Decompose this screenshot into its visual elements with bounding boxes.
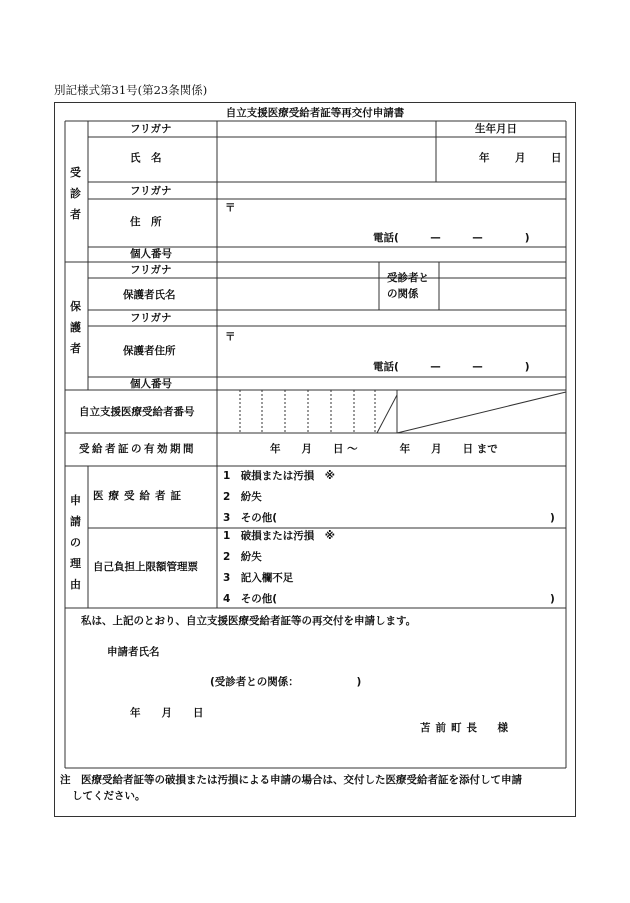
birth-date-label: 生年月日 bbox=[475, 123, 517, 135]
birth-year: 年 bbox=[479, 152, 490, 164]
reason-ledger-item-4: 4 その他( bbox=[223, 593, 278, 605]
validity-period-value: 年 月 日 〜 年 月 日 まで bbox=[270, 443, 498, 455]
birth-month: 月 bbox=[515, 152, 526, 164]
application-date-line: 年 月 日 bbox=[130, 707, 204, 719]
certificate-number-label: 自立支援医療受給者番号 bbox=[79, 406, 195, 418]
section-label-guardian-text: 保護者 bbox=[70, 300, 81, 355]
guardian-postal-mark: 〒 bbox=[225, 331, 236, 343]
reason-cert-item-2: 2 紛失 bbox=[223, 491, 262, 503]
addressee: 苫前町長 様 bbox=[420, 722, 513, 734]
reason-cert-close-paren: ) bbox=[550, 512, 555, 524]
reason-ledger-item-2: 2 紛失 bbox=[223, 551, 262, 563]
reason-ledger-label: 自己負担上限額管理票 bbox=[93, 561, 198, 573]
section-label-guardian bbox=[70, 297, 84, 360]
guardian-phone: 電話( — — ) bbox=[373, 361, 530, 373]
footnote-line-1: 注 医療受給者証等の破損または汚損による申請の場合は、交付した医療受給者証を添付して申請 bbox=[60, 774, 522, 786]
guardian-id-label: 個人番号 bbox=[130, 378, 172, 390]
recipient-id-label: 個人番号 bbox=[130, 248, 172, 260]
section-label-recipient bbox=[70, 163, 84, 226]
reason-ledger-item-3: 3 記入欄不足 bbox=[223, 572, 294, 584]
form-frame bbox=[54, 102, 576, 817]
section-label-reason bbox=[70, 491, 84, 595]
applicant-relation-line: (受診者との関係： ) bbox=[210, 676, 362, 688]
guardian-address-label: 保護者住所 bbox=[123, 345, 176, 357]
guardian-relation-label-1: 受診者と bbox=[387, 272, 429, 284]
recipient-address-label: 住 所 bbox=[130, 216, 162, 228]
reason-ledger-item-1: 1 破損または汚損 ※ bbox=[223, 530, 336, 542]
form-number: 別記様式第31号(第23条関係) bbox=[54, 83, 208, 97]
form-title: 自立支援医療受給者証等再交付申請書 bbox=[225, 107, 405, 119]
section-label-recipient-text: 受診者 bbox=[70, 166, 81, 221]
declaration-statement: 私は、上記のとおり、自立支援医療受給者証等の再交付を申請します。 bbox=[81, 615, 417, 627]
guardian-furigana-label: フリガナ bbox=[130, 264, 172, 276]
guardian-name-label: 保護者氏名 bbox=[123, 289, 176, 301]
section-label-reason-text: 申請の理由 bbox=[70, 494, 81, 591]
reason-cert-label: 医療受給者証 bbox=[93, 490, 186, 502]
recipient-name-label: 氏 名 bbox=[130, 152, 162, 164]
recipient-phone: 電話( — — ) bbox=[373, 232, 530, 244]
recipient-furigana-label: フリガナ bbox=[130, 123, 172, 135]
footnote-line-2: してください。 bbox=[72, 790, 146, 802]
recipient-furigana2-label: フリガナ bbox=[130, 185, 172, 197]
guardian-relation-label-2: の関係 bbox=[387, 288, 419, 300]
guardian-furigana2-label: フリガナ bbox=[130, 312, 172, 324]
validity-period-label: 受給者証の有効期間 bbox=[79, 443, 196, 455]
reason-cert-item-1: 1 破損または汚損 ※ bbox=[223, 470, 336, 482]
birth-day: 日 bbox=[551, 152, 562, 164]
reason-ledger-close-paren: ) bbox=[550, 593, 555, 605]
recipient-postal-mark: 〒 bbox=[225, 202, 236, 214]
reason-cert-item-3: 3 その他( bbox=[223, 512, 278, 524]
applicant-name-label: 申請者氏名 bbox=[107, 646, 160, 658]
